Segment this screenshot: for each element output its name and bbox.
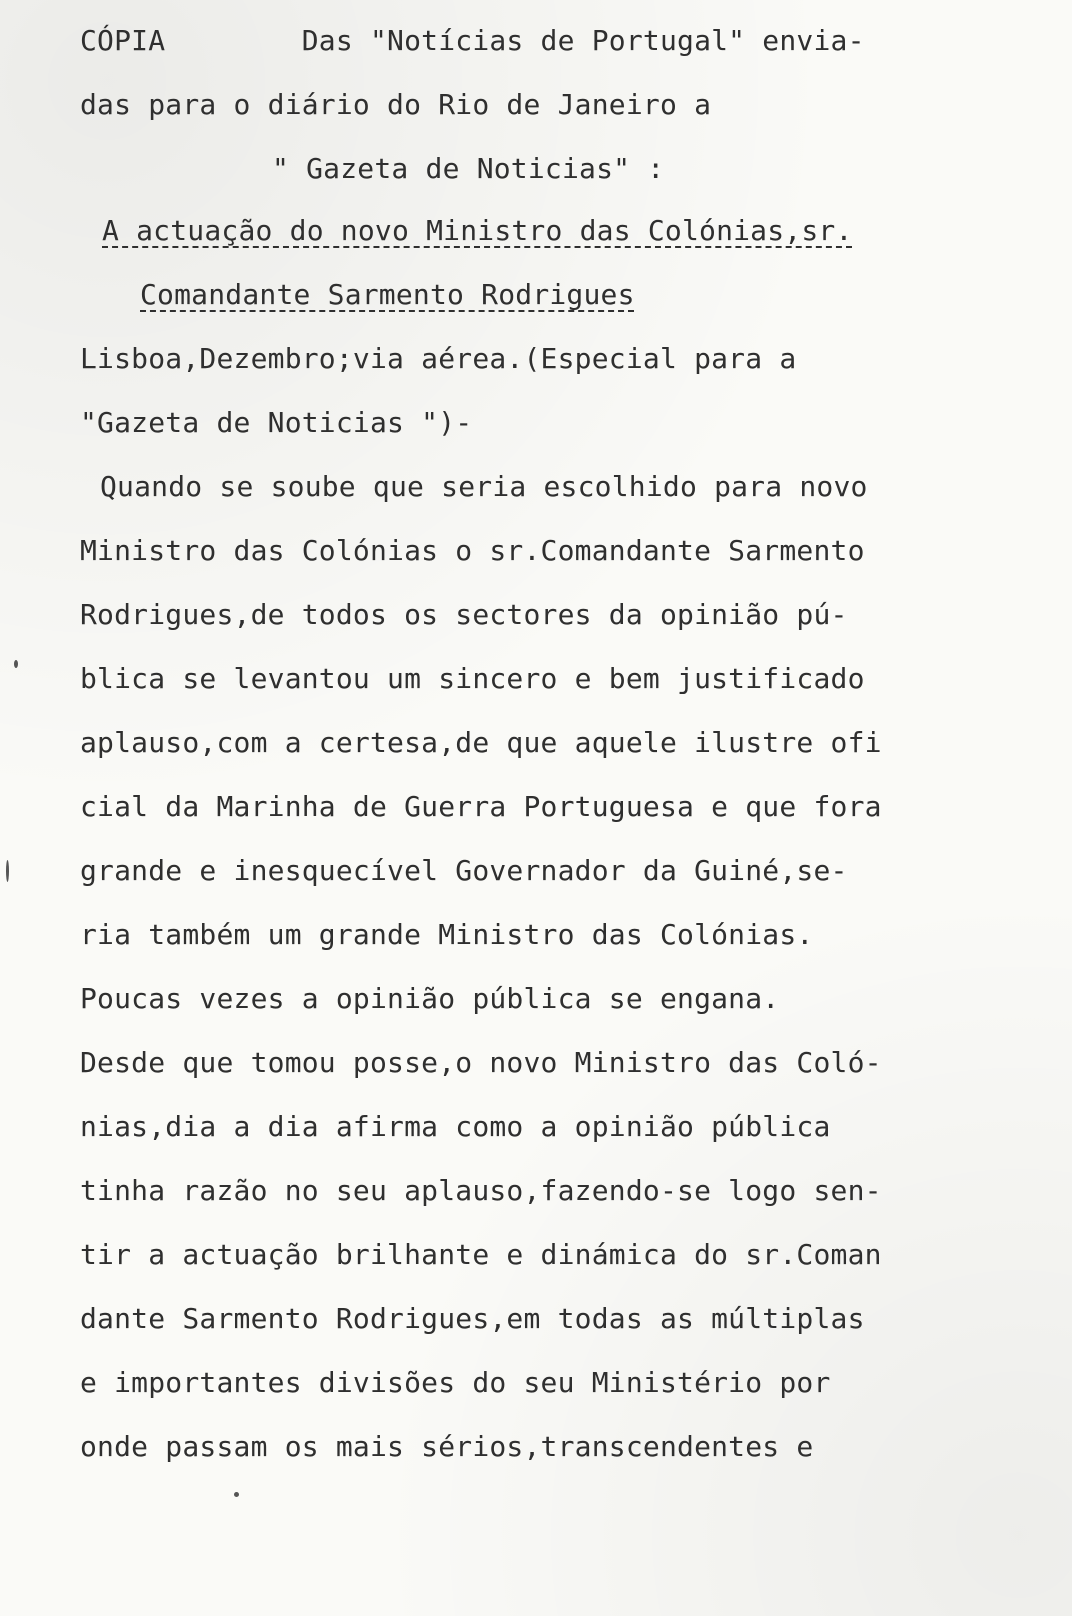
body-line: aplauso,com a certesa,de que aquele ilustre ofi xyxy=(80,726,882,759)
article-title: A actuação do novo Ministro das Colónias,sr. xyxy=(102,214,853,247)
body-line: dante Sarmento Rodrigues,em todas as múltiplas xyxy=(80,1302,865,1335)
body-line: cial da Marinha de Guerra Portuguesa e que fora xyxy=(80,790,882,823)
body-line: tir a actuação brilhante e dinámica do sr.Coman xyxy=(80,1238,882,1271)
body-line: Desde que tomou posse,o novo Ministro das Coló- xyxy=(80,1046,882,1079)
dateline-continued: "Gazeta de Noticias ")- xyxy=(80,406,473,439)
text-line-header: CÓPIA Das "Notícias de Portugal" envia- xyxy=(80,24,865,57)
body-line: onde passam os mais sérios,transcendentes e xyxy=(80,1430,814,1463)
body-line: grande e inesquecível Governador da Guiné,se- xyxy=(80,854,848,887)
text-line: das para o diário do Rio de Janeiro a xyxy=(80,88,712,121)
body-line: Quando se soube que seria escolhido para novo xyxy=(100,470,868,503)
dateline: Lisboa,Dezembro;via aérea.(Especial para a xyxy=(80,342,797,375)
text-line: " Gazeta de Noticias" : xyxy=(272,152,665,185)
body-line: ria também um grande Ministro das Colónias. xyxy=(80,918,814,951)
body-line: Ministro das Colónias o sr.Comandante Sarmento xyxy=(80,534,865,567)
body-line: nias,dia a dia afirma como a opinião pública xyxy=(80,1110,831,1143)
body-line: Poucas vezes a opinião pública se engana. xyxy=(80,982,780,1015)
paper-speck xyxy=(14,660,18,668)
body-line: tinha razão no seu aplauso,fazendo-se logo sen- xyxy=(80,1174,882,1207)
paper-speck xyxy=(6,860,9,882)
body-line: blica se levantou um sincero e bem justificado xyxy=(80,662,865,695)
paper-speck xyxy=(234,1492,239,1497)
article-title-continued: Comandante Sarmento Rodrigues xyxy=(140,278,635,311)
body-line: Rodrigues,de todos os sectores da opinião pú- xyxy=(80,598,848,631)
body-line: e importantes divisões do seu Ministério por xyxy=(80,1366,831,1399)
